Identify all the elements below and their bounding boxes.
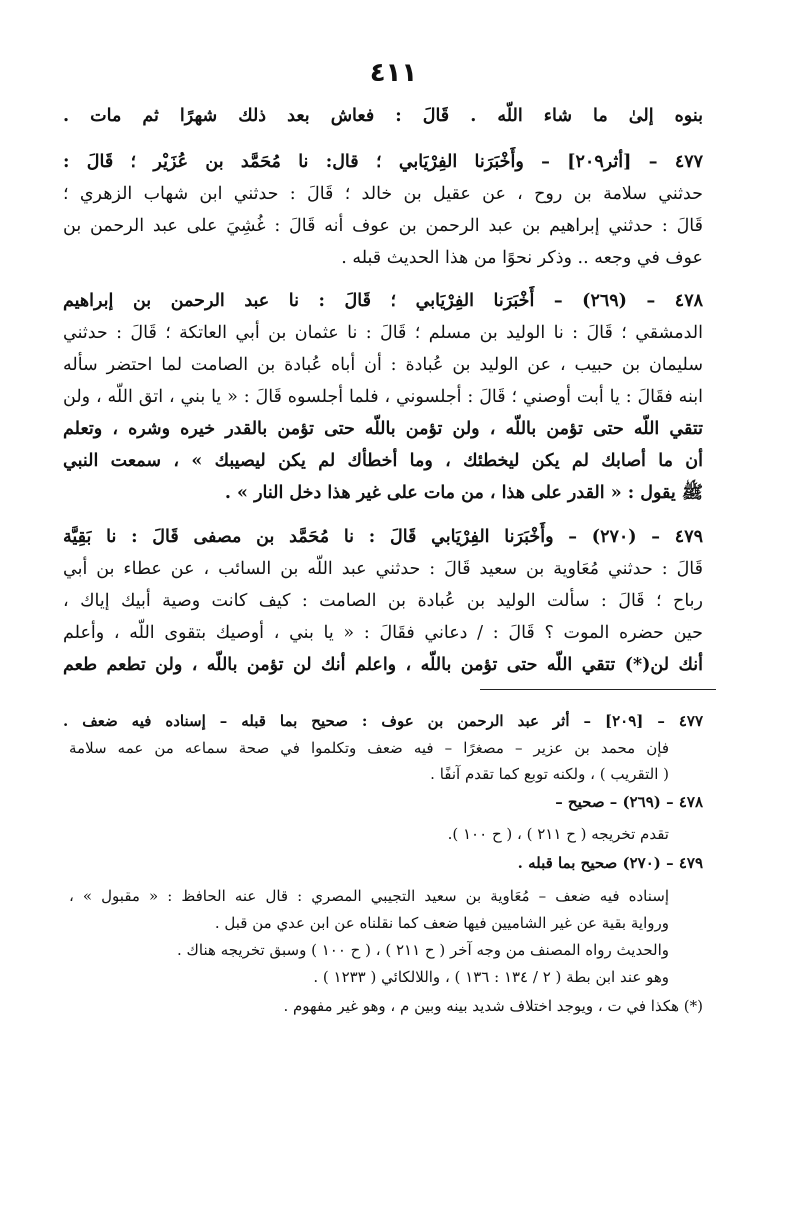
footnote-heading: ٤٧٩ – (٢٧٠) صحيح بما قبله . bbox=[517, 854, 703, 872]
footnote-line: ( التقريب ) ، ولكنه توبع كما تقدم آنفًا . bbox=[430, 765, 669, 783]
text-line: ﷺ يقول : « القدر على هذا ، من مات على غير هذا دخل النار » . bbox=[224, 483, 703, 503]
hadith-heading: ٤٧٩ – (٢٧٠) – وأَخْبَرَنا الفِرْيَابي قَالَ : نا مُحَمَّد بن مصفى قَالَ : نا بَقِيَّة bbox=[63, 527, 703, 547]
footnote-separator bbox=[480, 689, 716, 690]
footnote-line: إسناده فيه ضعف – مُعَاوية بن سعيد التجيبي المصري : قال عنه الحافظ : « مقبول » ، bbox=[69, 887, 669, 905]
text-line: بنوه إلىٰ ما شاء اللّه . قَالَ : فعاش بعد ذلك شهرًا ثم مات . bbox=[63, 106, 703, 126]
text-line: رباح ؛ قَالَ : سألت الوليد بن عُبادة بن الصامت : كيف كانت وصية أبيك إياك ، bbox=[63, 591, 703, 611]
footnote-line: ورواية بقية عن غير الشاميين فيها ضعف كما نقلناه عن ابن عدي من قبل . bbox=[214, 914, 669, 932]
footnote-heading: ٤٧٧ – [٢٠٩] – أثر عبد الرحمن بن عوف : صحيح بما قبله – إسناده فيه ضعف . bbox=[63, 712, 703, 730]
footnote-heading: ٤٧٨ – (٢٦٩) – صحيح – bbox=[555, 793, 703, 811]
text-line: حدثني سلامة بن روح ، عن عقيل بن خالد ؛ قَالَ : حدثني ابن شهاب الزهري ؛ bbox=[63, 184, 703, 204]
text-line: أنك لن(*) تتقي اللّه حتى تؤمن باللّه ، واعلم أنك لن تؤمن باللّه ، ولن تطعم طعم bbox=[63, 655, 703, 675]
footnote-line: وهو عند ابن بطة ( ٢ / ١٣٤ : ١٣٦ ) ، واللالكائي ( ١٢٣٣ ) . bbox=[313, 968, 669, 986]
text-line: حين حضره الموت ؟ قَالَ : / دعاني فقَالَ : « يا بني ، أوصيك بتقوى اللّه ، وأعلم bbox=[63, 623, 703, 643]
text-line: الدمشقي ؛ قَالَ : نا الوليد بن مسلم ؛ قَالَ : نا عثمان بن أبي العاتكة ؛ قَالَ : حدثني bbox=[63, 323, 703, 343]
text-line: قَالَ : حدثني إبراهيم بن عبد الرحمن بن عوف أنه قَالَ : غُشِيَ على عبد الرحمن بن bbox=[63, 216, 703, 236]
hadith-heading: ٤٧٧ – [أثر٢٠٩] – وأَخْبَرَنا الفِرْيَابي ؛ قال: نا مُحَمَّد بن عُزَيْر ؛ قَالَ : bbox=[63, 152, 703, 172]
text-line: أن ما أصابك لم يكن ليخطئك ، وما أخطأك لم يكن ليصيبك » ، سمعت النبي bbox=[63, 451, 703, 471]
footnote-line: تقدم تخريجه ( ح ٢١١ ) ، ( ح ١٠٠ ). bbox=[447, 825, 669, 843]
page-number: ٤١١ bbox=[369, 58, 418, 88]
footnote-line: فإن محمد بن عزير – مصغرًا – فيه ضعف وتكلموا في صحة سماعه من عمه سلامة bbox=[69, 739, 669, 757]
text-line: سليمان بن حبيب ، عن الوليد بن عُبادة : أن أباه عُبادة بن الصامت لما احتضر سأله bbox=[63, 355, 703, 375]
footnote-line: والحديث رواه المصنف من وجه آخر ( ح ٢١١ ) ، ( ح ١٠٠ ) وسبق تخريجه هناك . bbox=[177, 941, 669, 959]
text-line: تتقي اللّه حتى تؤمن باللّه ، ولن تؤمن باللّه حتى تؤمن بالقدر خيره وشره ، وتعلم bbox=[63, 419, 703, 439]
text-line: قَالَ : حدثني مُعَاوية بن سعيد قَالَ : حدثني عبد اللّه بن السائب ، عن عطاء بن أبي bbox=[63, 559, 703, 579]
text-line: ابنه فقَالَ : يا أبت أوصني ؛ قَالَ : أجلسوني ، فلما أجلسوه قَالَ : « يا بني ، اتق اللّه ، ولن bbox=[63, 387, 703, 407]
footnote-note: (*) هكذا في ت ، ويوجد اختلاف شديد بينه وبين م ، وهو غير مفهوم . bbox=[283, 997, 703, 1015]
text-line: عوف في وجعه .. وذكر نحوًا من هذا الحديث قبله . bbox=[341, 248, 703, 268]
hadith-heading: ٤٧٨ – (٢٦٩) – أَخْبَرَنا الفِرْيَابي ؛ قَالَ : نا عبد الرحمن بن إبراهيم bbox=[63, 291, 703, 311]
